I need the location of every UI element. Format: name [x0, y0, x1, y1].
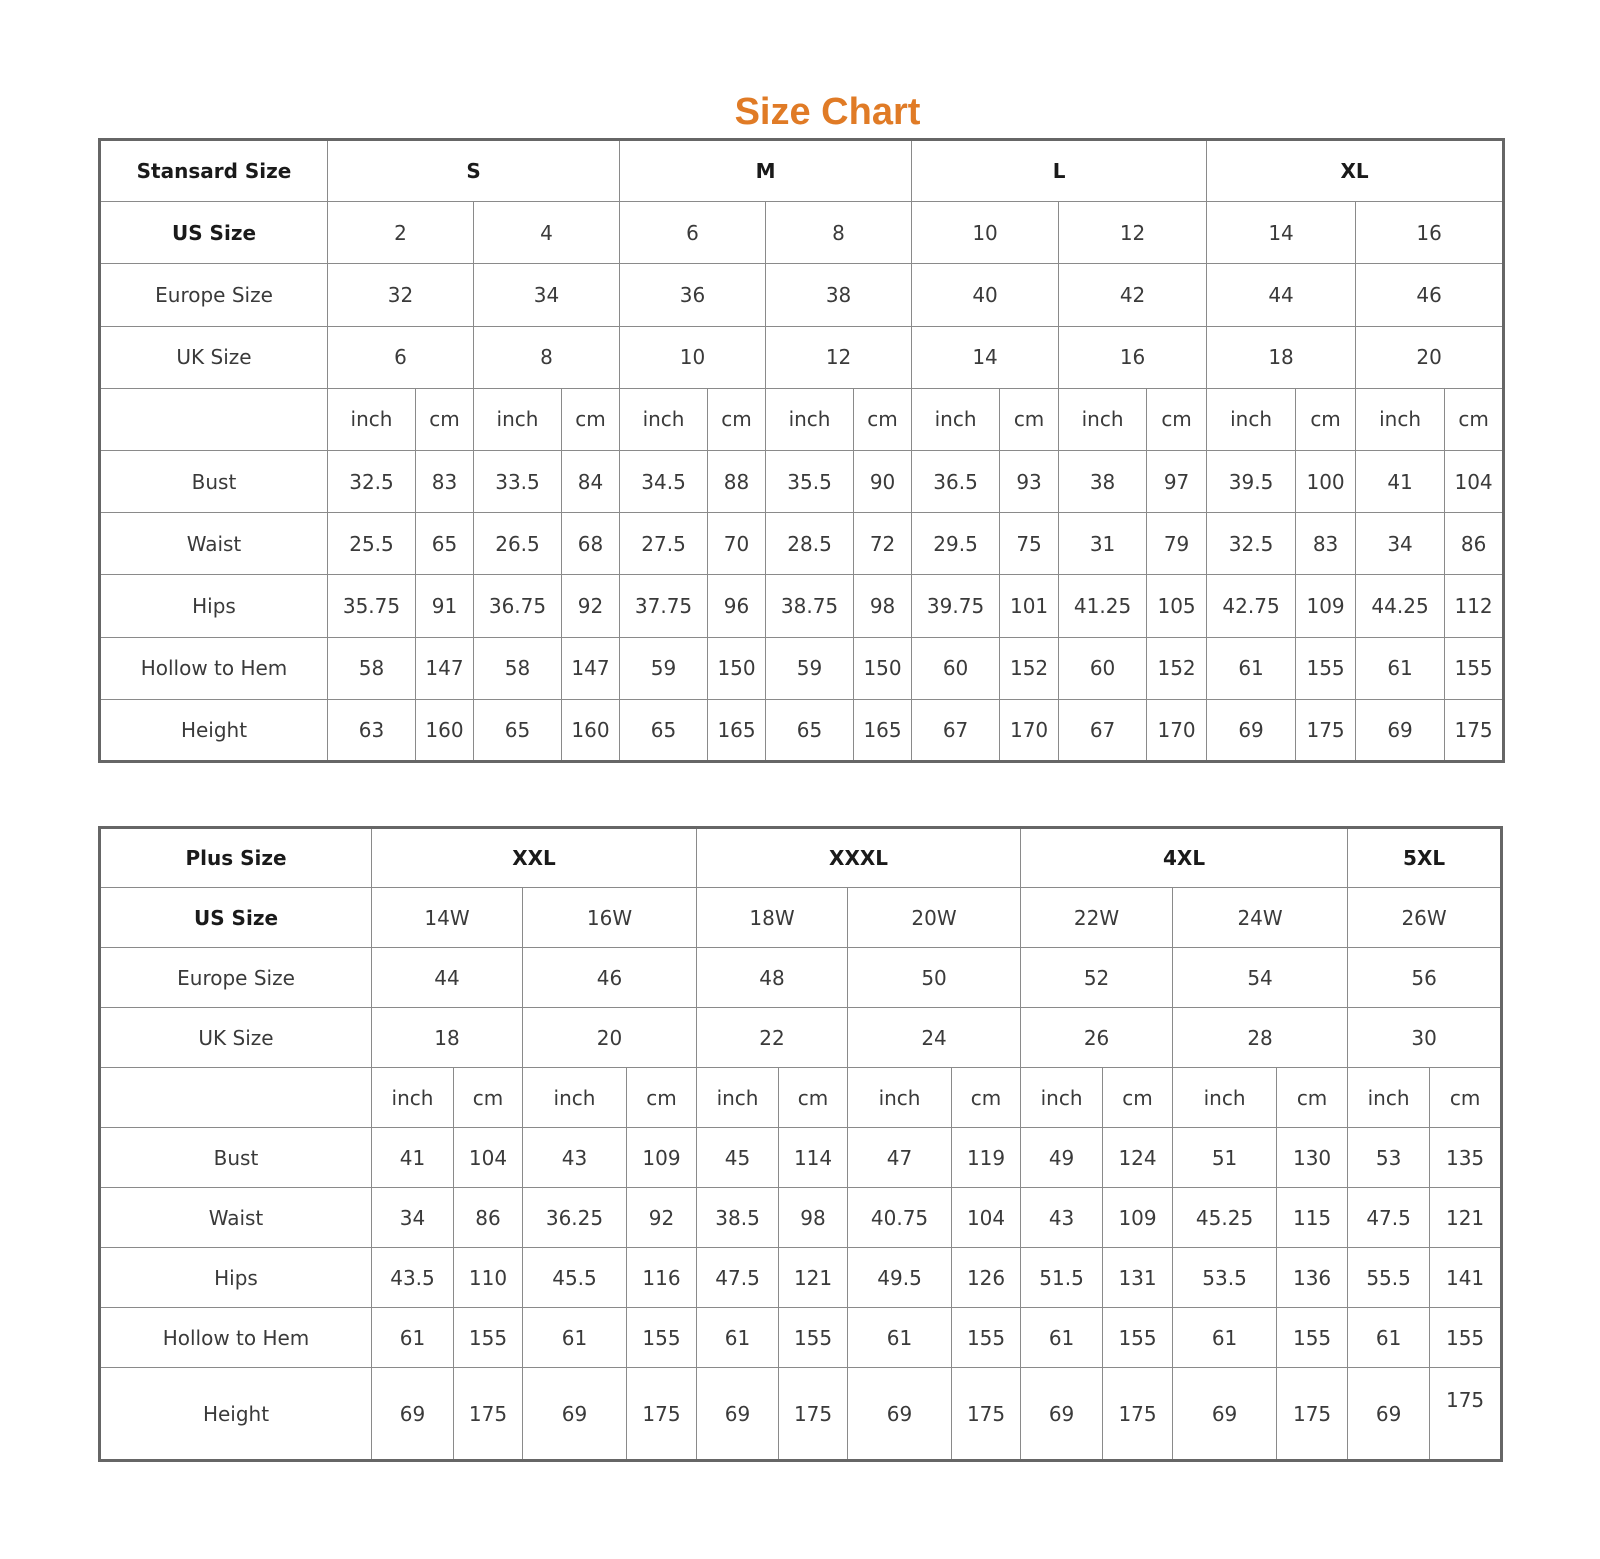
measurement-cell: 69 [1348, 1368, 1430, 1461]
unit-cell: inch [523, 1068, 627, 1128]
measurement-cell: 91 [416, 575, 474, 637]
europe-size-cell: 44 [372, 948, 523, 1008]
measurement-row [100, 1308, 1502, 1368]
measurement-cell: 109 [627, 1128, 697, 1188]
measurement-cell: 53.5 [1173, 1248, 1277, 1308]
measurement-cell: 88 [708, 450, 766, 512]
measurement-cell: 170 [1000, 699, 1059, 761]
measurement-cell: 92 [562, 575, 620, 637]
uk-size-cell: 12 [766, 326, 912, 388]
measurement-cell: 100 [1296, 450, 1356, 512]
unit-cell: cm [1296, 388, 1356, 450]
measurement-cell: 59 [766, 637, 854, 699]
europe-size-label: Europe Size [100, 264, 328, 326]
measurement-row [100, 1128, 1502, 1188]
measurement-cell: 60 [1059, 637, 1147, 699]
uk-size-cell: 8 [474, 326, 620, 388]
measurement-cell: 38 [1059, 450, 1147, 512]
measurement-cell: 175 [1277, 1368, 1348, 1461]
measurement-cell: 61 [697, 1308, 779, 1368]
measurement-cell: 45 [697, 1128, 779, 1188]
measurement-cell: 47 [848, 1128, 952, 1188]
measurement-row [100, 575, 1504, 637]
measurement-cell: 86 [454, 1188, 523, 1248]
unit-cell: inch [620, 388, 708, 450]
measurement-cell: 59 [620, 637, 708, 699]
unit-cell: cm [562, 388, 620, 450]
measurement-cell: 165 [854, 699, 912, 761]
measurement-cell: 32.5 [1207, 513, 1296, 575]
measurement-row [100, 513, 1504, 575]
measurement-label: Hips [100, 1248, 372, 1308]
measurement-cell: 115 [1277, 1188, 1348, 1248]
measurement-cell: 98 [779, 1188, 848, 1248]
size-group-row [100, 828, 1502, 888]
europe-size-label: Europe Size [100, 948, 372, 1008]
unit-cell: cm [1277, 1068, 1348, 1128]
measurement-cell: 61 [1173, 1308, 1277, 1368]
measurement-cell: 35.75 [328, 575, 416, 637]
unit-cell: cm [1103, 1068, 1173, 1128]
measurement-cell: 150 [854, 637, 912, 699]
plus-size-table [98, 826, 1503, 1462]
us-size-cell: 8 [766, 202, 912, 264]
measurement-cell: 93 [1000, 450, 1059, 512]
measurement-cell: 97 [1147, 450, 1207, 512]
us-size-cell: 4 [474, 202, 620, 264]
unit-cell: inch [1059, 388, 1147, 450]
europe-size-cell: 46 [1356, 264, 1504, 326]
measurement-cell: 47.5 [697, 1248, 779, 1308]
units-row [100, 1068, 1502, 1128]
measurement-cell: 61 [523, 1308, 627, 1368]
measurement-cell: 79 [1147, 513, 1207, 575]
size-group-header: 5XL [1348, 828, 1502, 888]
us-size-cell: 20W [848, 888, 1021, 948]
measurement-label: Hips [100, 575, 328, 637]
measurement-cell: 175 [627, 1368, 697, 1461]
measurement-cell: 110 [454, 1248, 523, 1308]
standard-size-table [98, 138, 1505, 763]
measurement-cell: 141 [1430, 1248, 1502, 1308]
measurement-cell: 40.75 [848, 1188, 952, 1248]
europe-size-cell: 34 [474, 264, 620, 326]
measurement-cell: 37.75 [620, 575, 708, 637]
measurement-cell: 130 [1277, 1128, 1348, 1188]
uk-size-cell: 18 [372, 1008, 523, 1068]
measurement-cell: 121 [1430, 1188, 1502, 1248]
uk-size-cell: 16 [1059, 326, 1207, 388]
measurement-cell: 131 [1103, 1248, 1173, 1308]
measurement-cell: 124 [1103, 1128, 1173, 1188]
measurement-cell: 69 [848, 1368, 952, 1461]
measurement-cell: 34.5 [620, 450, 708, 512]
units-label-empty [100, 388, 328, 450]
us-size-cell: 16 [1356, 202, 1504, 264]
europe-size-row [100, 948, 1502, 1008]
measurement-cell: 53 [1348, 1128, 1430, 1188]
measurement-cell: 43 [1021, 1188, 1103, 1248]
measurement-cell: 28.5 [766, 513, 854, 575]
measurement-cell: 45.5 [523, 1248, 627, 1308]
unit-cell: inch [766, 388, 854, 450]
measurement-cell: 38.5 [697, 1188, 779, 1248]
europe-size-cell: 56 [1348, 948, 1502, 1008]
size-group-header: XL [1207, 140, 1504, 202]
europe-size-cell: 36 [620, 264, 766, 326]
unit-cell: inch [474, 388, 562, 450]
measurement-cell: 35.5 [766, 450, 854, 512]
measurement-label: Bust [100, 450, 328, 512]
measurement-cell: 126 [952, 1248, 1021, 1308]
uk-size-cell: 6 [328, 326, 474, 388]
europe-size-cell: 46 [523, 948, 697, 1008]
measurement-cell: 63 [328, 699, 416, 761]
us-size-cell: 26W [1348, 888, 1502, 948]
measurement-cell: 109 [1103, 1188, 1173, 1248]
measurement-cell: 34 [372, 1188, 454, 1248]
unit-cell: inch [1348, 1068, 1430, 1128]
measurement-cell: 155 [454, 1308, 523, 1368]
europe-size-cell: 40 [912, 264, 1059, 326]
us-size-label: US Size [100, 888, 372, 948]
measurement-cell: 69 [1207, 699, 1296, 761]
measurement-cell: 83 [416, 450, 474, 512]
uk-size-cell: 26 [1021, 1008, 1173, 1068]
measurement-cell: 165 [708, 699, 766, 761]
europe-size-cell: 38 [766, 264, 912, 326]
measurement-cell: 25.5 [328, 513, 416, 575]
size-group-header: XXXL [697, 828, 1021, 888]
unit-cell: cm [1000, 388, 1059, 450]
measurement-label: Hollow to Hem [100, 1308, 372, 1368]
measurement-cell: 98 [854, 575, 912, 637]
measurement-cell: 155 [1296, 637, 1356, 699]
measurement-cell: 155 [1103, 1308, 1173, 1368]
measurement-row [100, 1248, 1502, 1308]
measurement-cell: 34 [1356, 513, 1445, 575]
measurement-cell: 96 [708, 575, 766, 637]
measurement-cell: 38.75 [766, 575, 854, 637]
measurement-label: Waist [100, 1188, 372, 1248]
measurement-cell: 61 [848, 1308, 952, 1368]
uk-size-cell: 20 [523, 1008, 697, 1068]
measurement-cell: 69 [697, 1368, 779, 1461]
table-header-label: Plus Size [100, 828, 372, 888]
measurement-cell: 175 [779, 1368, 848, 1461]
unit-cell: inch [697, 1068, 779, 1128]
measurement-cell: 27.5 [620, 513, 708, 575]
europe-size-cell: 50 [848, 948, 1021, 1008]
europe-size-cell: 48 [697, 948, 848, 1008]
measurement-cell: 43.5 [372, 1248, 454, 1308]
unit-cell: inch [372, 1068, 454, 1128]
measurement-cell: 41 [372, 1128, 454, 1188]
measurement-cell: 33.5 [474, 450, 562, 512]
measurement-cell: 31 [1059, 513, 1147, 575]
unit-cell: inch [1356, 388, 1445, 450]
measurement-cell: 36.25 [523, 1188, 627, 1248]
measurement-cell: 112 [1445, 575, 1504, 637]
europe-size-row [100, 264, 1504, 326]
measurement-cell: 175 [1430, 1368, 1502, 1461]
measurement-cell: 36.5 [912, 450, 1000, 512]
uk-size-cell: 30 [1348, 1008, 1502, 1068]
measurement-cell: 39.5 [1207, 450, 1296, 512]
measurement-cell: 175 [1445, 699, 1504, 761]
size-group-header: L [912, 140, 1207, 202]
us-size-cell: 14W [372, 888, 523, 948]
unit-cell: inch [848, 1068, 952, 1128]
measurement-cell: 65 [474, 699, 562, 761]
measurement-cell: 104 [454, 1128, 523, 1188]
europe-size-cell: 42 [1059, 264, 1207, 326]
measurement-cell: 61 [1021, 1308, 1103, 1368]
unit-cell: cm [416, 388, 474, 450]
units-row [100, 388, 1504, 450]
measurement-cell: 69 [372, 1368, 454, 1461]
unit-cell: cm [708, 388, 766, 450]
measurement-cell: 51.5 [1021, 1248, 1103, 1308]
measurement-label: Waist [100, 513, 328, 575]
us-size-cell: 2 [328, 202, 474, 264]
measurement-cell: 51 [1173, 1128, 1277, 1188]
measurement-cell: 84 [562, 450, 620, 512]
unit-cell: cm [854, 388, 912, 450]
measurement-cell: 170 [1147, 699, 1207, 761]
uk-size-cell: 28 [1173, 1008, 1348, 1068]
measurement-cell: 32.5 [328, 450, 416, 512]
measurement-cell: 104 [1445, 450, 1504, 512]
uk-size-cell: 24 [848, 1008, 1021, 1068]
measurement-cell: 68 [562, 513, 620, 575]
measurement-cell: 67 [1059, 699, 1147, 761]
us-size-label: US Size [100, 202, 328, 264]
measurement-cell: 49.5 [848, 1248, 952, 1308]
unit-cell: cm [454, 1068, 523, 1128]
size-group-header: S [328, 140, 620, 202]
measurement-cell: 83 [1296, 513, 1356, 575]
measurement-cell: 72 [854, 513, 912, 575]
uk-size-cell: 22 [697, 1008, 848, 1068]
unit-cell: inch [1173, 1068, 1277, 1128]
measurement-cell: 70 [708, 513, 766, 575]
unit-cell: inch [1207, 388, 1296, 450]
measurement-row [100, 1368, 1502, 1461]
measurement-cell: 147 [416, 637, 474, 699]
measurement-row [100, 450, 1504, 512]
measurement-cell: 155 [1445, 637, 1504, 699]
table-header-label: Stansard Size [100, 140, 328, 202]
unit-cell: cm [1430, 1068, 1502, 1128]
uk-size-cell: 10 [620, 326, 766, 388]
units-label-empty [100, 1068, 372, 1128]
measurement-cell: 116 [627, 1248, 697, 1308]
measurement-row [100, 1188, 1502, 1248]
measurement-cell: 67 [912, 699, 1000, 761]
us-size-cell: 12 [1059, 202, 1207, 264]
us-size-cell: 16W [523, 888, 697, 948]
uk-size-cell: 18 [1207, 326, 1356, 388]
measurement-row [100, 637, 1504, 699]
measurement-cell: 160 [562, 699, 620, 761]
measurement-cell: 61 [1356, 637, 1445, 699]
europe-size-cell: 44 [1207, 264, 1356, 326]
measurement-cell: 41.25 [1059, 575, 1147, 637]
measurement-cell: 155 [952, 1308, 1021, 1368]
uk-size-cell: 20 [1356, 326, 1504, 388]
us-size-row [100, 888, 1502, 948]
us-size-cell: 24W [1173, 888, 1348, 948]
unit-cell: inch [328, 388, 416, 450]
size-group-header: 4XL [1021, 828, 1348, 888]
measurement-cell: 69 [523, 1368, 627, 1461]
measurement-cell: 121 [779, 1248, 848, 1308]
europe-size-cell: 54 [1173, 948, 1348, 1008]
us-size-cell: 6 [620, 202, 766, 264]
uk-size-cell: 14 [912, 326, 1059, 388]
unit-cell: inch [1021, 1068, 1103, 1128]
uk-size-label: UK Size [100, 1008, 372, 1068]
measurement-cell: 29.5 [912, 513, 1000, 575]
measurement-cell: 109 [1296, 575, 1356, 637]
measurement-cell: 152 [1000, 637, 1059, 699]
measurement-cell: 41 [1356, 450, 1445, 512]
measurement-cell: 155 [779, 1308, 848, 1368]
unit-cell: cm [627, 1068, 697, 1128]
measurement-cell: 155 [1430, 1308, 1502, 1368]
measurement-cell: 47.5 [1348, 1188, 1430, 1248]
measurement-cell: 65 [416, 513, 474, 575]
measurement-cell: 105 [1147, 575, 1207, 637]
measurement-cell: 160 [416, 699, 474, 761]
measurement-cell: 175 [1103, 1368, 1173, 1461]
measurement-cell: 69 [1021, 1368, 1103, 1461]
measurement-cell: 147 [562, 637, 620, 699]
uk-size-label: UK Size [100, 326, 328, 388]
measurement-cell: 69 [1356, 699, 1445, 761]
measurement-cell: 101 [1000, 575, 1059, 637]
measurement-cell: 61 [372, 1308, 454, 1368]
europe-size-cell: 52 [1021, 948, 1173, 1008]
page-title: Size Chart [734, 91, 921, 133]
size-group-header: XXL [372, 828, 697, 888]
measurement-cell: 92 [627, 1188, 697, 1248]
measurement-cell: 119 [952, 1128, 1021, 1188]
unit-cell: cm [1147, 388, 1207, 450]
measurement-cell: 44.25 [1356, 575, 1445, 637]
measurement-cell: 69 [1173, 1368, 1277, 1461]
measurement-cell: 60 [912, 637, 1000, 699]
unit-cell: inch [912, 388, 1000, 450]
measurement-cell: 42.75 [1207, 575, 1296, 637]
measurement-cell: 104 [952, 1188, 1021, 1248]
measurement-label: Bust [100, 1128, 372, 1188]
us-size-cell: 10 [912, 202, 1059, 264]
measurement-cell: 75 [1000, 513, 1059, 575]
measurement-cell: 43 [523, 1128, 627, 1188]
measurement-cell: 155 [1277, 1308, 1348, 1368]
us-size-row [100, 202, 1504, 264]
measurement-cell: 58 [474, 637, 562, 699]
measurement-cell: 26.5 [474, 513, 562, 575]
size-group-header: M [620, 140, 912, 202]
measurement-label: Height [100, 699, 328, 761]
measurement-cell: 45.25 [1173, 1188, 1277, 1248]
measurement-cell: 90 [854, 450, 912, 512]
measurement-cell: 61 [1348, 1308, 1430, 1368]
measurement-cell: 135 [1430, 1128, 1502, 1188]
measurement-cell: 136 [1277, 1248, 1348, 1308]
europe-size-cell: 32 [328, 264, 474, 326]
size-group-row [100, 140, 1504, 202]
us-size-cell: 18W [697, 888, 848, 948]
us-size-cell: 14 [1207, 202, 1356, 264]
measurement-cell: 65 [766, 699, 854, 761]
measurement-cell: 58 [328, 637, 416, 699]
measurement-cell: 39.75 [912, 575, 1000, 637]
uk-size-row [100, 326, 1504, 388]
measurement-cell: 175 [454, 1368, 523, 1461]
measurement-cell: 65 [620, 699, 708, 761]
measurement-cell: 36.75 [474, 575, 562, 637]
measurement-label: Hollow to Hem [100, 637, 328, 699]
unit-cell: cm [779, 1068, 848, 1128]
measurement-row [100, 699, 1504, 761]
measurement-cell: 155 [627, 1308, 697, 1368]
measurement-cell: 114 [779, 1128, 848, 1188]
unit-cell: cm [1445, 388, 1504, 450]
measurement-cell: 55.5 [1348, 1248, 1430, 1308]
measurement-cell: 152 [1147, 637, 1207, 699]
us-size-cell: 22W [1021, 888, 1173, 948]
measurement-cell: 61 [1207, 637, 1296, 699]
measurement-cell: 175 [952, 1368, 1021, 1461]
measurement-cell: 49 [1021, 1128, 1103, 1188]
measurement-cell: 150 [708, 637, 766, 699]
unit-cell: cm [952, 1068, 1021, 1128]
measurement-cell: 86 [1445, 513, 1504, 575]
uk-size-row [100, 1008, 1502, 1068]
measurement-cell: 175 [1296, 699, 1356, 761]
measurement-label: Height [100, 1368, 372, 1461]
